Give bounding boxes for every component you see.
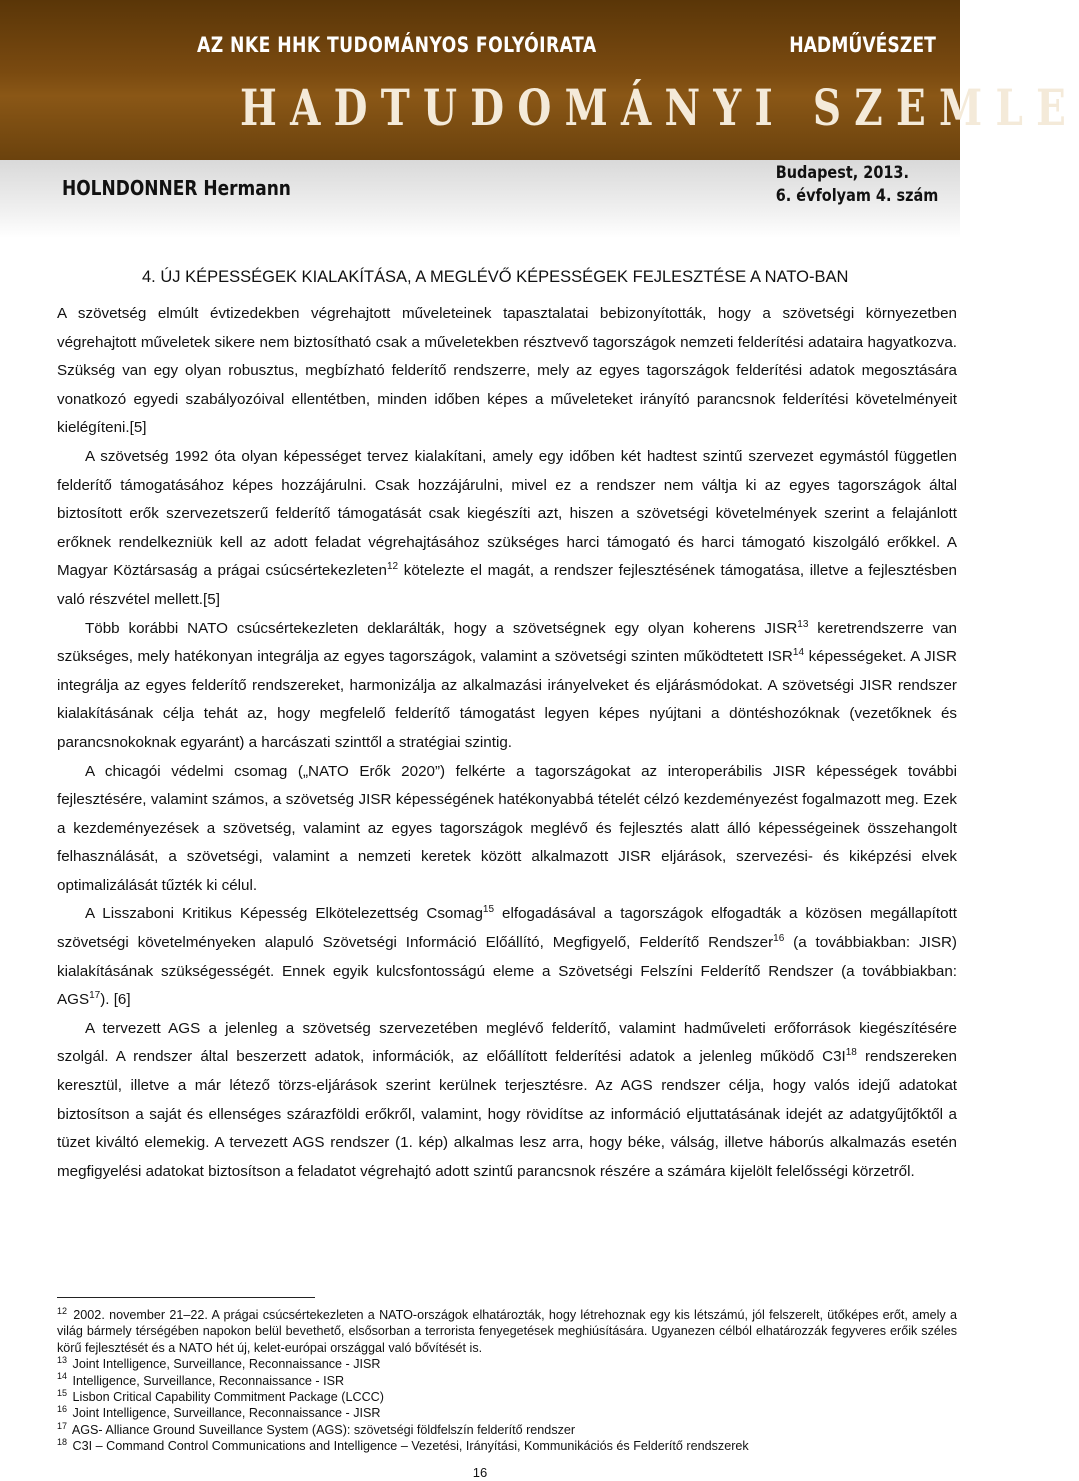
journal-subtitle: AZ NKE HHK TUDOMÁNYOS FOLYÓIRATA xyxy=(197,33,597,57)
paragraph-2 xyxy=(57,443,957,615)
footnote-13 xyxy=(57,1356,957,1372)
footnote-text: AGS- Alliance Ground Suveillance System (AGS): szövetségi földfelszín felderítő rendszer xyxy=(71,1422,576,1437)
paragraph-text: kötelezte el magát, a rendszer fejlesztésének támogatása, illetve a fejlesztésben való részvétel mellett.[5] xyxy=(57,562,957,608)
paragraph-text: képességeket. A JISR integrálja az egyes felderítő rendszereket, harmonizálja az alkalmazási irányelveket és eljárásmódokat. A szövetségi JISR rendszer kialakításának célja tehát az, hogy megfelelő felderítő támogatást legyen képes nyújtani a döntéshozóknak (vezetőknek és parancsnokoknak egyaránt) a harcászati szinttől a stratégiai szintig. xyxy=(57,648,957,751)
journal-banner xyxy=(0,0,1079,160)
paragraph-1: A szövetség elmúlt évtizedekben végrehajtott műveleteinek tapasztalatai bebizonyították, hogy a szövetségi környezetben végrehajtott műveletek sikere nem biztosítható csak a műveletekben résztvevő tagországok nemzeti felderítési adataira hagyatkozva. Szükség van egy olyan robusztus, megbízható felderítő rendszerre, mely az egyes tagországok felderítési adatok megosztására vonatkozó egyedi szabályozóival ellentétben, minden időben képes a műveleteket irányító parancsnok felderítési követelményeit kielégíteni.[5] xyxy=(57,305,957,437)
footnote-17 xyxy=(57,1422,957,1438)
footnote-number: 16 xyxy=(57,1404,68,1415)
paragraph-3 xyxy=(57,615,957,758)
paragraph-text: ). [6] xyxy=(100,991,131,1009)
paragraph-6 xyxy=(57,1015,957,1187)
footnote-16 xyxy=(57,1405,957,1421)
footnotes xyxy=(57,1307,957,1455)
paragraph-text: elfogadásával a tagországok elfogadták a közösen megállapított szövetségi követelményeken alapuló Szövetségi Információ Előállító, Megfigyelő, Felderítő Rendszer xyxy=(57,905,957,952)
paragraph-text: (a továbbiakban: JISR) kialakításának szükségességét. Ennek egyik kulcsfontosságú eleme a Szövetségi Felszíni Felderítő Rendszer (a továbbiakban: AGS xyxy=(57,934,957,1009)
footnote-number: 18 xyxy=(57,1437,68,1448)
footnote-ref-15[interactable]: 15 xyxy=(482,904,495,916)
footnote-ref-13[interactable]: 13 xyxy=(797,618,809,630)
footnote-number: 12 xyxy=(57,1305,68,1316)
footnote-ref-17[interactable]: 17 xyxy=(89,990,101,1002)
page-number: 16 xyxy=(472,1465,488,1480)
footnote-text: C3I – Command Control Communications and Intelligence – Vezetési, Irányítási, Kommunikációs és Felderítő rendszerek xyxy=(72,1439,749,1454)
article-body xyxy=(57,268,957,1186)
footnote-text: Intelligence, Surveillance, Reconnaissance - ISR xyxy=(72,1373,345,1388)
section-title: 4. ÚJ KÉPESSÉGEK KIALAKÍTÁSA, A MEGLÉVŐ KÉPESSÉGEK FEJLESZTÉSE A NATO-BAN xyxy=(142,268,849,286)
footnote-number: 13 xyxy=(57,1355,68,1366)
footnote-ref-14[interactable]: 14 xyxy=(792,647,805,659)
paragraph-text: rendszereken keresztül, illetve a már létező törzs-eljárások szerint kerülnek terjesztésre. Az AGS rendszer célja, hogy valós idejű adatokat biztosítson a saját és ellenséges szárazföldi erőkről, valamint, hogy rövidítse az információ eljuttatásának idejét az adatgyűjtőktől a tüzet kiváltó elemekig. A tervezett AGS rendszer (1. kép) alkalmas lesz arra, hogy béke, válság, illetve háborús alkalmazás esetén megfigyelési adatokat biztosítson a feladatot végrehajtó adott szintű parancsnok részére a számára kijelölt felelősségi körzetről. xyxy=(57,1048,957,1180)
paragraph-4: A chicagói védelmi csomag („NATO Erők 2020”) felkérte a tagországokat az interoperábilis JISR képességek további fejlesztésére, valamint számos, a szövetség JISR képességének hatékonyabbá tételét célzó kezdeményezést fogalmazott meg. Ezek a kezdeményezések a szövetség, valamint az egyes tagországok meglévő és fejlesztés alatt álló képességeinek összehangolt felhasználását, a szövetségi, valamint a nemzeti keretek között alkalmazott JISR eljárások, szervezési- és kiképzési elvek optimalizálását tűzték ki célul. xyxy=(57,762,957,894)
paragraph-text: A szövetség 1992 óta olyan képességet tervez kialakítani, amely egy időben két hadtest szintű szervezet egymástól független felderítő támogatásához képes hozzájárulni. Csak hozzájárulni, mivel ez a rendszer nem váltja ki az egyes tagországok által biztosított erők szervezetszerű felderítő támogatását csak kiegészíti azt, hiszen a szövetségi követelmények szerint a felajánlott erőknek rendelkezniük kell az adott feladat végrehajtásához szükséges harci támogató és harci támogató kiszolgáló erőkkel. A Magyar Köztársaság a prágai csúcsértekezleten xyxy=(57,447,957,580)
footnote-ref-18[interactable]: 18 xyxy=(845,1047,857,1059)
place-year: Budapest, 2013. xyxy=(775,163,909,183)
journal-masthead: HADTUDOMÁNYI SZEMLE xyxy=(240,78,1079,137)
section-label: HADMŰVÉSZET xyxy=(789,33,936,57)
footnote-14 xyxy=(57,1373,957,1389)
paragraph-text: A tervezett AGS a jelenleg a szövetség szervezetében meglévő felderítő, valamint hadműveleti erőforrások kiegészítésére szolgál. A rendszer által beszerzett adatok, információk, az előállított felderítési adatok a jelenleg működő C3I xyxy=(57,1019,957,1066)
paragraph-text: keretrendszerre van szükséges, mely hatékonyan integrálja az egyes tagországok, valamint a szövetségi szinten működtetett ISR xyxy=(57,619,957,666)
footnote-text: 2002. november 21–22. A prágai csúcsértekezleten a NATO-országok elhatározták, hogy létrehoznak egy kis létszámú, jól felszerelt, ütőképes erőt, amely a világ bármely térségében napokon belül bevethető, elsősorban a terrorista fenyegetések meghiúsítására. Ugyanezen célból elhatározzák fegyveres erőik széles körű fejlesztését és a NATO hét új, kelet-európai országgal való bővítését is. xyxy=(57,1308,958,1355)
footnote-text: Joint Intelligence, Surveillance, Reconnaissance - JISR xyxy=(72,1406,381,1421)
footnote-text: Joint Intelligence, Surveillance, Reconnaissance - JISR xyxy=(72,1357,381,1372)
footnote-divider xyxy=(57,1297,315,1298)
footnote-18 xyxy=(57,1438,957,1454)
footnote-number: 14 xyxy=(57,1371,68,1382)
footnote-ref-16[interactable]: 16 xyxy=(773,933,785,944)
footnote-15 xyxy=(57,1389,957,1405)
volume-issue: 6. évfolyam 4. szám xyxy=(775,186,938,206)
footnote-12 xyxy=(57,1307,957,1356)
paragraph-text: Több korábbi NATO csúcsértekezleten deklarálták, hogy a szövetségnek egy olyan koherens JISR xyxy=(85,619,798,637)
paragraph-5 xyxy=(57,900,957,1014)
paragraph-text: A Lisszaboni Kritikus Képesség Elkötelezettség Csomag xyxy=(85,905,483,923)
author-name: HOLNDONNER Hermann xyxy=(62,176,291,200)
footnote-number: 15 xyxy=(57,1387,68,1398)
footnote-number: 17 xyxy=(57,1420,68,1431)
article-subheader xyxy=(0,160,960,238)
footnote-ref-12[interactable]: 12 xyxy=(386,561,399,573)
footnote-text: Lisbon Critical Capability Commitment Package (LCCC) xyxy=(72,1390,384,1405)
issue-info xyxy=(775,162,938,208)
